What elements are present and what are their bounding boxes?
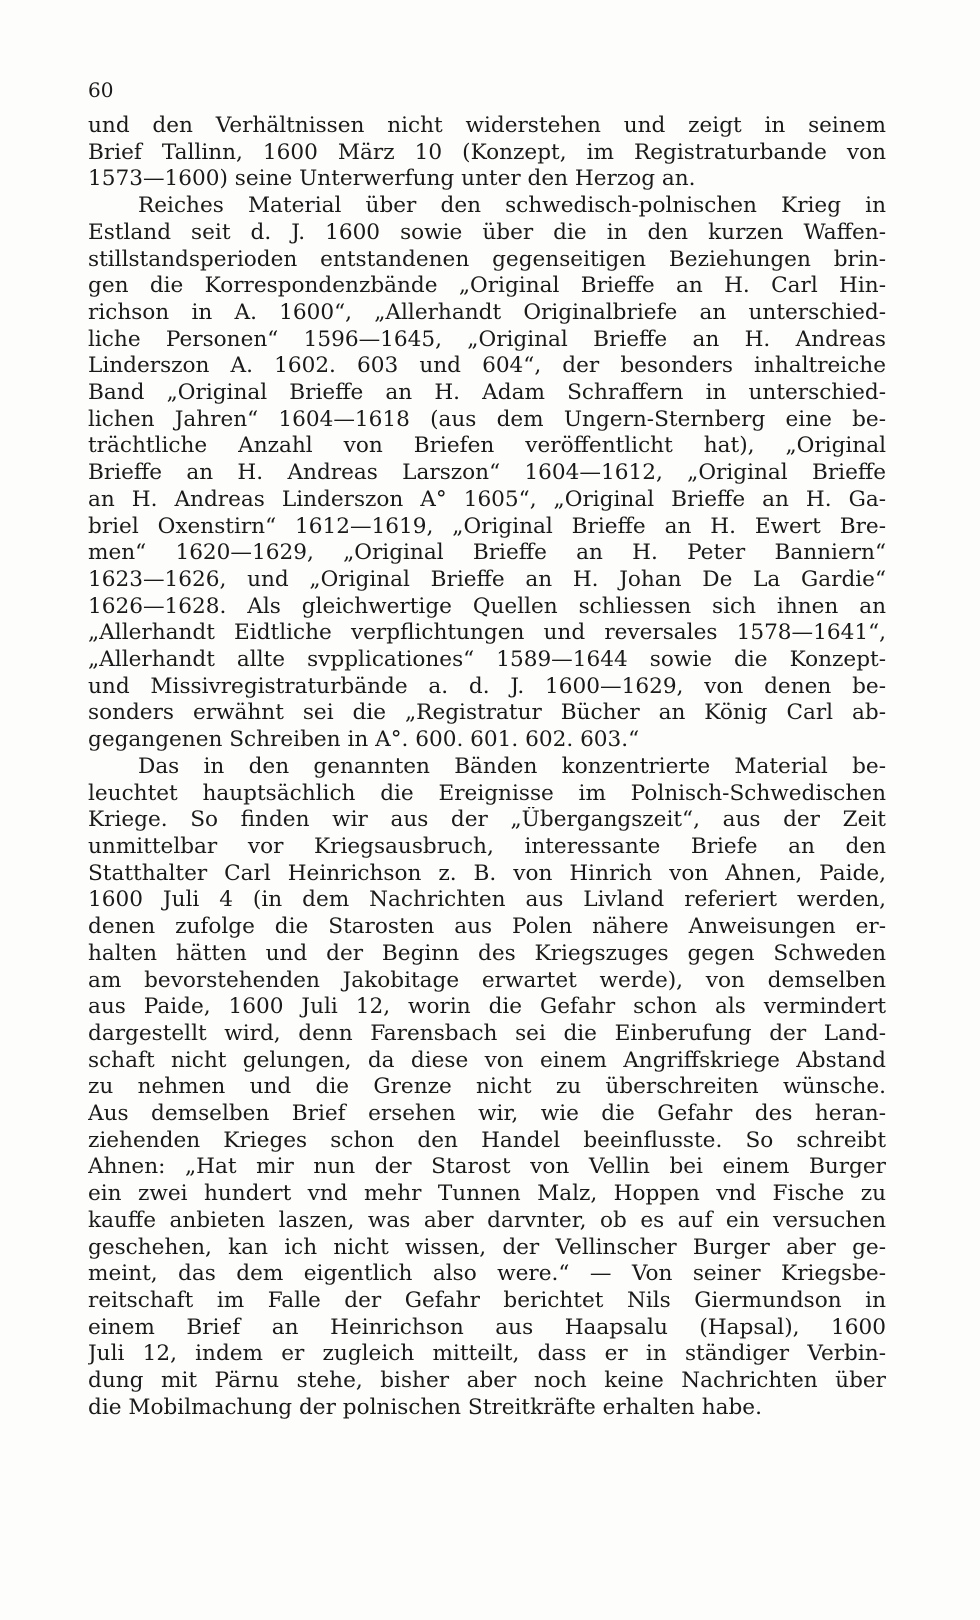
page-number: 60 [88,78,114,102]
text-line: am bevorstehenden Jakobitage erwartet werde), von demselben [88,967,886,993]
text-line: liche Personen“ 1596—1645, „Original Brieffe an H. Andreas [88,326,886,352]
text-line: sonders erwähnt sei die „Registratur Bücher an König Carl ab- [88,700,886,726]
body-text [88,113,886,1421]
text-line: Reiches Material über den schwedisch-polnischen Krieg in [138,193,886,219]
text-line: halten hätten und der Beginn des Kriegszuges gegen Schweden [88,940,886,966]
text-line: Brief Tallinn, 1600 März 10 (Konzept, im Registraturbande von [88,139,886,165]
text-line: Linderszon A. 1602. 603 und 604“, der besonders inhaltreiche [88,353,886,379]
text-line: 1623—1626, und „Original Brieffe an H. Johan De La Gardie“ [88,566,886,592]
text-line: 1626—1628. Als gleichwertige Quellen schliessen sich ihnen an [88,593,886,619]
text-line: Estland seit d. J. 1600 sowie über die in den kurzen Waffen- [88,219,886,245]
text-line: aus Paide, 1600 Juli 12, worin die Gefahr schon als vermindert [88,994,886,1020]
text-line: zu nehmen und die Grenze nicht zu überschreiten wünsche. [88,1074,886,1100]
text-line: Ahnen: „Hat mir nun der Starost von Vellin bei einem Burger [88,1154,886,1180]
text-line: ein zwei hundert vnd mehr Tunnen Malz, Hoppen vnd Fische zu [88,1181,886,1207]
text-line: Das in den genannten Bänden konzentrierte Material be- [138,753,886,779]
text-line: Band „Original Brieffe an H. Adam Schraffern in unterschied- [88,380,886,406]
text-line: Statthalter Carl Heinrichson z. B. von Hinrich von Ahnen, Paide, [88,860,886,886]
text-line: gegangenen Schreiben in A°. 600. 601. 602. 603.“ [88,727,640,753]
text-line: dargestellt wird, denn Farensbach sei die Einberufung der Land- [88,1020,886,1046]
text-line: denen zufolge die Starosten aus Polen nähere Anweisungen er- [88,914,886,940]
text-line: briel Oxenstirn“ 1612—1619, „Original Brieffe an H. Ewert Bre- [88,513,886,539]
text-line: 1573—1600) seine Unterwerfung unter den Herzog an. [88,166,696,192]
text-line: „Allerhandt Eidtliche verpflichtungen und reversales 1578—1641“, [88,620,886,646]
text-line: meint, das dem eigentlich also were.“ — Von seiner Kriegsbe- [88,1261,886,1287]
text-line: Brieffe an H. Andreas Larszon“ 1604—1612, „Original Brieffe [88,460,886,486]
text-line: men“ 1620—1629, „Original Brieffe an H. Peter Banniern“ [88,540,886,566]
text-line: kauffe anbieten laszen, was aber darvnter, ob es auf ein versuchen [88,1207,886,1233]
text-line: ziehenden Krieges schon den Handel beeinflusste. So schreibt [88,1127,886,1153]
text-line: gen die Korrespondenzbände „Original Brieffe an H. Carl Hin- [88,273,886,299]
text-line: und Missivregistraturbände a. d. J. 1600—1629, von denen be- [88,673,886,699]
text-line: trächtliche Anzahl von Briefen veröffentlicht hat), „Original [88,433,886,459]
text-line: leuchtet hauptsächlich die Ereignisse im Polnisch-Schwedischen [88,780,886,806]
text-line: einem Brief an Heinrichson aus Haapsalu (Hapsal), 1600 [88,1314,886,1340]
text-line: die Mobilmachung der polnischen Streitkräfte erhalten habe. [88,1394,762,1420]
text-line: Juli 12, indem er zugleich mitteilt, dass er in ständiger Verbin- [88,1341,886,1367]
text-line: und den Verhältnissen nicht widerstehen und zeigt in seinem [88,113,886,138]
text-line: dung mit Pärnu stehe, bisher aber noch keine Nachrichten über [88,1368,886,1394]
text-line: Aus demselben Brief ersehen wir, wie die Gefahr des heran- [88,1101,886,1127]
text-line: 1600 Juli 4 (in dem Nachrichten aus Livland referiert werden, [88,887,886,913]
text-line: unmittelbar vor Kriegsausbruch, interessante Briefe an den [88,833,886,859]
text-line: schaft nicht gelungen, da diese von einem Angriffskriege Abstand [88,1047,886,1073]
text-line: Kriege. So finden wir aus der „Übergangszeit“, aus der Zeit [88,807,886,833]
text-line: reitschaft im Falle der Gefahr berichtet Nils Giermundson in [88,1287,886,1313]
text-line: stillstandsperioden entstandenen gegenseitigen Beziehungen brin- [88,246,886,272]
text-line: richson in A. 1600“, „Allerhandt Originalbriefe an unterschied- [88,299,886,325]
text-line: geschehen, kan ich nicht wissen, der Vellinscher Burger aber ge- [88,1234,886,1260]
text-line: an H. Andreas Linderszon A° 1605“, „Original Brieffe an H. Ga- [88,486,886,512]
text-line: lichen Jahren“ 1604—1618 (aus dem Ungern-Sternberg eine be- [88,406,886,432]
text-line: „Allerhandt allte svpplicationes“ 1589—1644 sowie die Konzept- [88,647,886,673]
